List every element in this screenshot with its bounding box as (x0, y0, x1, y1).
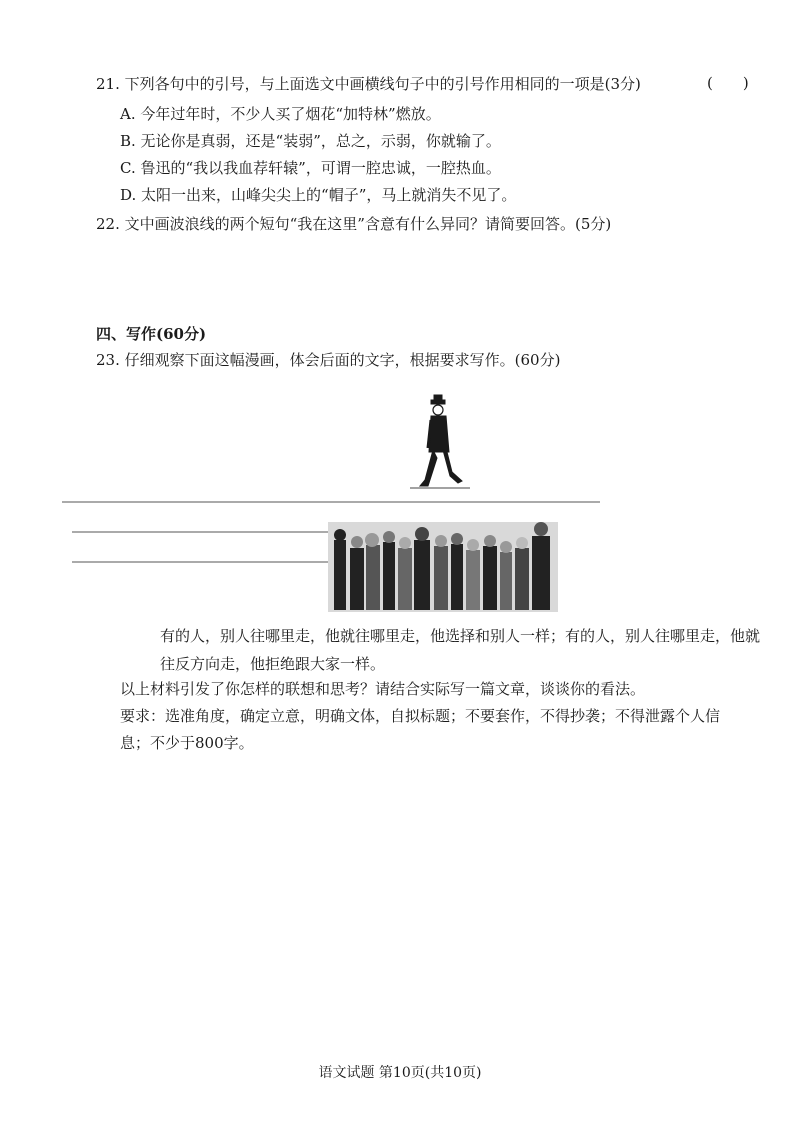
q21-option-b: B. 无论你是真弱，还是“装弱”，总之，示弱，你就输了。 (120, 132, 501, 150)
answer-bracket: ( ) (707, 74, 749, 92)
q21-option-d: D. 太阳一出来，山峰尖尖上的“帽子”，马上就消失不见了。 (120, 186, 517, 204)
q23-material: 有的人，别人往哪里走，他就往哪里走，他选择和别人一样；有的人，别人往哪里走，他就往反方向走，他拒绝跟大家一样。 (160, 627, 761, 673)
q23-requirements-line2: 息；不少于800字。 (120, 734, 254, 752)
page-footer: 语文试题 第10页(共10页) (318, 1065, 482, 1081)
q21-stem: 21. 下列各句中的引号，与上面选文中画横线句子中的引号作用相同的一项是(3分) (96, 75, 641, 93)
q22-stem: 22. 文中画波浪线的两个短句“我在这里”含意有什么异同？请简要回答。(5分) (96, 215, 612, 233)
crowd-figures (328, 522, 558, 612)
q21-option-c: C. 鲁迅的“我以我血荐轩辕”，可谓一腔忠诚，一腔热血。 (120, 159, 501, 177)
section-title: 四、写作(60分) (96, 325, 207, 343)
lone-walker-figure (420, 395, 462, 486)
q23-prompt: 以上材料引发了你怎样的联想和思考？请结合实际写一篇文章，谈谈你的看法。 (120, 680, 646, 698)
q21-option-a: A. 今年过年时，不少人买了烟花“加特林”燃放。 (120, 105, 441, 123)
q23-stem: 23. 仔细观察下面这幅漫画，体会后面的文字，根据要求写作。(60分) (96, 351, 561, 369)
q23-requirements-line1: 要求：选准角度，确定立意，明确文体，自拟标题；不要套作，不得抄袭；不得泄露个人信 (120, 707, 721, 725)
